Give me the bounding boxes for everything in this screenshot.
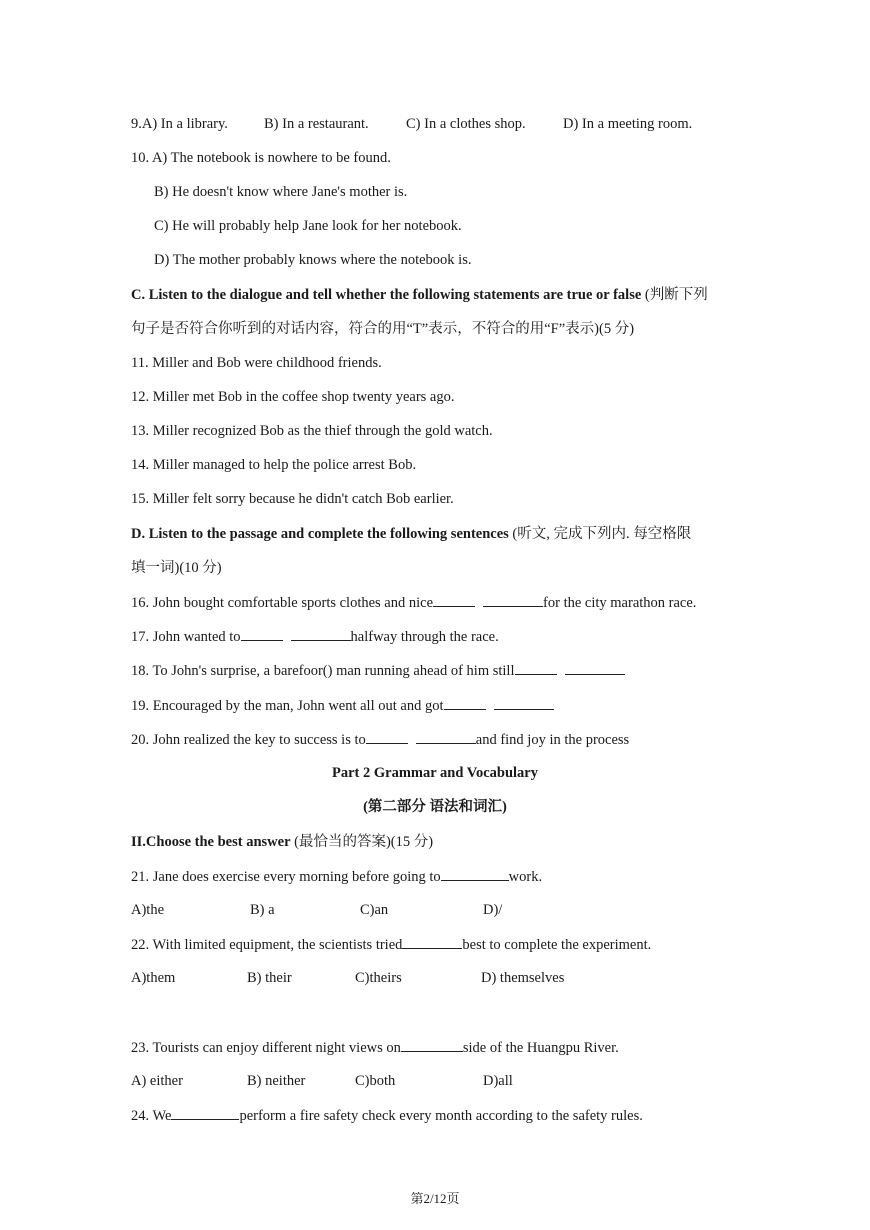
q23-options xyxy=(131,1071,551,1091)
q22-option-b[interactable]: B) their xyxy=(247,970,292,986)
q9-option-c: C) In a clothes shop. xyxy=(406,116,526,132)
q22-option-d[interactable]: D) themselves xyxy=(481,970,565,986)
q23-option-d[interactable]: D)all xyxy=(483,1073,513,1089)
statement-14: 14. Miller managed to help the police arrest Bob. xyxy=(131,457,417,473)
blank-17a[interactable] xyxy=(241,626,283,641)
section-d-heading-cont: 填一词)(10 分) xyxy=(131,560,222,576)
blank-18a[interactable] xyxy=(515,660,557,675)
question-23: 23. Tourists can enjoy different night views on side of the Huangpu River. xyxy=(131,1037,619,1058)
blank-19b[interactable] xyxy=(494,695,554,710)
statement-11: 11. Miller and Bob were childhood friends. xyxy=(131,355,382,371)
question-20: 20. John realized the key to success is to and find joy in the process xyxy=(131,729,629,750)
q22-option-a[interactable]: A)them xyxy=(131,970,176,986)
q21-option-b[interactable]: B) a xyxy=(250,902,275,918)
question-17: 17. John wanted to halfway through the race. xyxy=(131,626,499,647)
q9-option-a: 9.A) In a library. xyxy=(131,116,228,132)
section-c-heading: C. Listen to the dialogue and tell whether the following statements are true or false (判断下列 xyxy=(131,287,708,303)
q21-option-d[interactable]: D)/ xyxy=(483,902,503,918)
q9-option-b: B) In a restaurant. xyxy=(264,116,369,132)
q22-option-c[interactable]: C)theirs xyxy=(355,970,402,986)
q10-option-a: A) The notebook is nowhere to be found. xyxy=(151,150,391,166)
q22-options xyxy=(131,968,611,988)
q10-option-d: D) The mother probably knows where the notebook is. xyxy=(154,252,472,268)
blank-19a[interactable] xyxy=(444,695,486,710)
question-9 xyxy=(131,114,731,134)
q10-option-b: B) He doesn't know where Jane's mother is. xyxy=(154,184,408,200)
q21-option-c[interactable]: C)an xyxy=(360,902,389,918)
question-24: 24. We perform a fire safety check every month according to the safety rules. xyxy=(131,1105,643,1126)
q23-option-a[interactable]: A) either xyxy=(131,1073,183,1089)
blank-22[interactable] xyxy=(402,934,462,949)
q21-option-a[interactable]: A)the xyxy=(131,902,165,918)
q9-option-d: D) In a meeting room. xyxy=(563,116,693,132)
statement-13: 13. Miller recognized Bob as the thief through the gold watch. xyxy=(131,423,493,439)
question-21: 21. Jane does exercise every morning before going to work. xyxy=(131,866,542,887)
blank-24[interactable] xyxy=(171,1105,239,1120)
question-10: 10. A) The notebook is nowhere to be found. xyxy=(131,150,391,166)
page-number: 第2/12页 xyxy=(410,1191,460,1206)
question-18: 18. To John's surprise, a barefoor() man running ahead of him still xyxy=(131,660,625,681)
section-c-heading-cont: 句子是否符合你听到的对话内容，符合的用“T”表示，不符合的用“F”表示)(5 分) xyxy=(131,321,635,337)
blank-21[interactable] xyxy=(441,866,509,881)
section-ii-heading: II.Choose the best answer (最恰当的答案)(15 分) xyxy=(131,834,434,850)
q23-option-b[interactable]: B) neither xyxy=(247,1073,306,1089)
statement-12: 12. Miller met Bob in the coffee shop twenty years ago. xyxy=(131,389,455,405)
blank-18b[interactable] xyxy=(565,660,625,675)
part2-title: Part 2 Grammar and Vocabulary xyxy=(332,765,538,781)
blank-20b[interactable] xyxy=(416,729,476,744)
section-d-heading: D. Listen to the passage and complete the following sentences (听文, 完成下列内. 每空格限 xyxy=(131,526,692,542)
q23-option-c[interactable]: C)both xyxy=(355,1073,396,1089)
question-16: 16. John bought comfortable sports clothes and nice for the city marathon race. xyxy=(131,592,696,613)
blank-16a[interactable] xyxy=(433,592,475,607)
question-22: 22. With limited equipment, the scientists tried best to complete the experiment. xyxy=(131,934,651,955)
q10-option-c: C) He will probably help Jane look for her notebook. xyxy=(154,218,462,234)
q21-options xyxy=(131,900,551,920)
blank-23[interactable] xyxy=(401,1037,463,1052)
blank-17b[interactable] xyxy=(291,626,351,641)
part2-subtitle: (第二部分 语法和词汇) xyxy=(363,799,507,815)
blank-16b[interactable] xyxy=(483,592,543,607)
question-19: 19. Encouraged by the man, John went all out and got xyxy=(131,695,554,716)
statement-15: 15. Miller felt sorry because he didn't catch Bob earlier. xyxy=(131,491,454,507)
blank-20a[interactable] xyxy=(366,729,408,744)
